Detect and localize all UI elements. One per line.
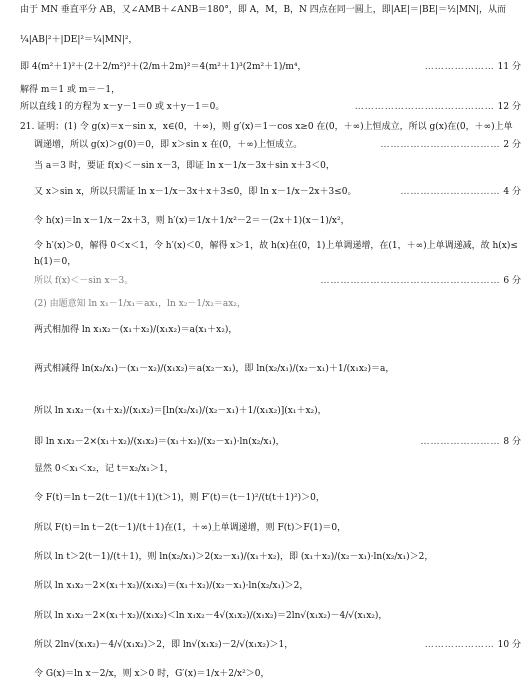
text-line: 所以 ln x₁x₂－2×(x₁＋x₂)/(x₁x₂)＜ln x₁x₂－4√(x₁x₂)/(x₁x₂)＝2ln√(x₁x₂)－4/√(x₁x₂)， xyxy=(34,611,388,621)
score-mark: ……………………………… 2 分 xyxy=(380,140,521,150)
text-line: 21. 证明：(1) 令 g(x)＝x－sin x，x∈(0，＋∞)，则 g′(x)＝1－cos x≥0 在(0，＋∞)上恒成立，所以 g(x)在(0，＋∞)上单 xyxy=(20,122,513,132)
text-line: 令 G(x)＝ln x－2/x，则 x＞0 时，G′(x)＝1/x＋2/x²＞0， xyxy=(34,669,270,679)
text-line: 所以 2ln√(x₁x₂)－4/√(x₁x₂)＞2，即 ln√(x₁x₂)－2/√(x₁x₂)＞1， xyxy=(34,640,294,650)
text-line: (2) 由题意知 ln x₁－1/x₁＝ax₁，ln x₂－1/x₂＝ax₂， xyxy=(34,299,246,309)
text-line: 即 ln x₁x₂－2×(x₁＋x₂)/(x₁x₂)＝(x₁＋x₂)/(x₂－x₁)·ln(x₂/x₁)， xyxy=(34,437,285,447)
text-line: 令 F(t)＝ln t－2(t－1)/(t＋1)(t＞1)，则 F′(t)＝(t－1)²/(t(t＋1)²)＞0， xyxy=(34,493,325,503)
text-line: 所以 F(t)＝ln t－2(t－1)/(t＋1)在(1，＋∞)上单调递增，则 F(t)＞F(1)＝0， xyxy=(34,523,347,533)
text-line: 两式相减得 ln(x₂/x₁)－(x₁－x₂)/(x₁x₂)＝a(x₂－x₁)，即 ln(x₂/x₁)/(x₂－x₁)＋1/(x₁x₂)＝a， xyxy=(34,364,395,374)
text-line: 由于 MN 垂直平分 AB，又∠AMB＋∠ANB＝180°，即 A，M，B，N 四点在同一圆上，即|AE|＝|BE|＝½|MN|，从而 xyxy=(20,5,507,15)
text-line: 所以直线 l 的方程为 x－y－1＝0 或 x＋y－1＝0。 xyxy=(20,102,225,112)
text-line: 当 a＝3 时，要证 f(x)＜－sin x－3，即证 ln x－1/x－3x＋sin x＋3＜0， xyxy=(34,161,335,171)
text-line: 即 4(m²＋1)²＋(2＋2/m²)²＋(2/m＋2m)²＝4(m²＋1)³(2m²＋1)/m⁴， xyxy=(20,62,307,72)
text-line: 所以 ln x₁x₂－(x₁＋x₂)/(x₁x₂)＝[ln(x₂/x₁)/(x₂－x₁)＋1/(x₁x₂)](x₁＋x₂)， xyxy=(34,406,327,416)
score-mark: …………………… 8 分 xyxy=(420,437,521,447)
text-line: h(1)＝0， xyxy=(34,257,77,267)
text-line: 调递增，所以 g(x)＞g(0)＝0，即 x＞sin x 在(0，＋∞)上恒成立。 xyxy=(34,140,303,150)
text-line: 令 h′(x)＞0，解得 0＜x＜1，令 h′(x)＜0，解得 x＞1，故 h(x)在(0，1)上单调递增，在(1，＋∞)上单调递减，故 h(x)≤ xyxy=(34,241,518,251)
score-mark: ………………………… 4 分 xyxy=(400,187,521,197)
score-mark: ………………… 10 分 xyxy=(424,640,521,650)
text-line: 显然 0＜x₁＜x₂，记 t＝x₂/x₁＞1， xyxy=(34,464,174,474)
text-line: 所以 f(x)＜－sin x－3。 xyxy=(34,276,134,286)
text-line: 两式相加得 ln x₁x₂－(x₁＋x₂)/(x₁x₂)＝a(x₁＋x₂)， xyxy=(34,325,238,335)
text-line: ¼|AB|²＋|DE|²＝¼|MN|²， xyxy=(20,35,138,45)
text-line: 所以 ln t＞2(t－1)/(t＋1)，则 ln(x₂/x₁)＞2(x₂－x₁)/(x₁＋x₂)，即 (x₁＋x₂)/(x₂－x₁)·ln(x₂/x₁)＞2， xyxy=(34,552,434,562)
text-line: 又 x＞sin x，所以只需证 ln x－1/x－3x＋x＋3≤0，即 ln x－1/x－2x＋3≤0。 xyxy=(34,187,357,197)
text-line: 解得 m＝1 或 m＝－1， xyxy=(20,85,121,95)
text-line: 所以 ln x₁x₂－2×(x₁＋x₂)/(x₁x₂)＝(x₁＋x₂)/(x₂－x₁)·ln(x₂/x₁)＞2， xyxy=(34,581,309,591)
text-line: 令 h(x)＝ln x－1/x－2x＋3，则 h′(x)＝1/x＋1/x²－2＝－(2x＋1)(x－1)/x²， xyxy=(34,216,350,226)
score-mark: ………………… 11 分 xyxy=(424,62,521,72)
score-mark: …………………………………… 12 分 xyxy=(354,102,521,112)
score-mark: ……………………………………………… 6 分 xyxy=(320,276,521,286)
